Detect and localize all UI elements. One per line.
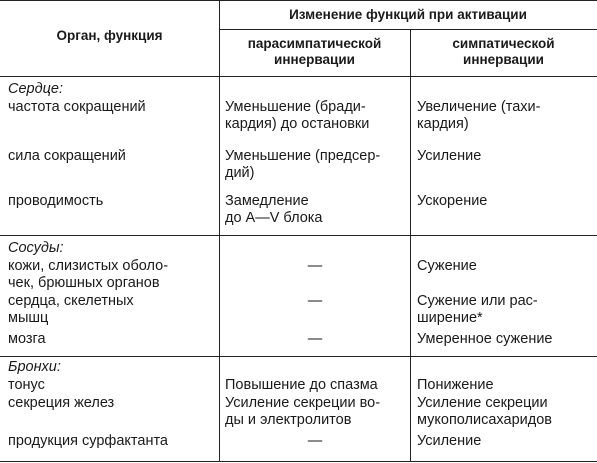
row-surfactant-symp: Усиление [417,433,482,449]
section-divider-vessels [0,235,597,236]
header-organ-function: Орган, функция [56,28,163,43]
row-heart-rate-symp-line2: кардия) [417,116,469,132]
column-divider-2 [410,29,411,462]
row-heart-vessels-symp-line2: ширение* [417,310,483,326]
row-skin-name-line2: чек, брюшных органов [8,275,160,291]
column-divider-1 [219,0,220,462]
group-header-divider [219,29,597,30]
row-skin-para: — [307,258,323,274]
row-glands-para-line1: Усиление секреции во- [225,395,381,411]
row-conduction-para-line2: до А—V блока [225,210,323,226]
row-surfactant-para: — [307,433,323,449]
row-glands-symp-line1: Усиление секреции [417,395,548,411]
row-brain-symp: Умеренное сужение [417,331,553,347]
row-tone-symp: Понижение [417,377,494,393]
row-heart-rate-para-line1: Уменьшение (бради- [225,99,366,115]
row-force-symp: Усиление [417,148,482,164]
table-bottom-border [0,461,597,462]
row-heart-rate-para [225,99,369,133]
header-bottom-border [0,76,597,77]
row-brain-para: — [307,331,323,347]
row-conduction-symp: Ускорение [417,193,488,209]
header-sympathetic [410,36,597,68]
row-skin-symp: Сужение [417,258,477,274]
row-glands-symp-line2: мукополисахаридов [417,412,552,428]
row-heart-vessels-name [8,293,134,327]
header-parasympathetic [219,36,410,68]
row-tone-name: тонус [8,377,45,393]
section-heading-bronchi: Бронхи: [8,359,61,375]
row-heart-vessels-para: — [307,293,323,309]
row-heart-rate-symp-line1: Увеличение (тахи- [417,99,541,115]
row-conduction-para [225,193,323,227]
row-force-para-line2: дий) [225,165,255,181]
row-heart-rate-name: частота сокращений [8,99,146,115]
row-heart-vessels-symp [417,293,538,327]
section-heading-heart: Сердце: [8,81,63,97]
section-heading-vessels: Сосуды: [8,240,64,256]
row-glands-name: секреция желез [8,395,115,411]
row-surfactant-name: продукция сурфактанта [8,433,168,449]
row-tone-para: Повышение до спазма [225,377,378,393]
section-divider-bronchi [0,356,597,357]
header-parasympathetic-line2: иннервации [274,52,355,67]
row-force-name: сила сокращений [8,148,126,164]
header-parasympathetic-line1: парасимпатической [247,36,382,51]
table-top-border [0,0,597,1]
row-skin-name-line1: кожи, слизистых оболо- [8,258,169,274]
header-sympathetic-line1: симпатической [452,36,555,51]
row-heart-rate-symp [417,99,540,133]
row-force-para-line1: Уменьшение (предсер- [225,148,381,164]
row-glands-para [225,395,380,429]
row-heart-rate-para-line2: кардия) до остановки [225,116,370,132]
row-conduction-para-line1: Замедление [225,193,309,209]
row-heart-vessels-name-line1: сердца, скелетных [8,293,134,309]
header-sympathetic-line2: иннервации [463,52,544,67]
row-skin-name [8,258,168,292]
row-heart-vessels-name-line2: мышц [8,310,49,326]
row-heart-vessels-symp-line1: Сужение или рас- [417,293,538,309]
row-glands-para-line2: ды и электролитов [225,412,352,428]
row-brain-name: мозга [8,331,46,347]
row-conduction-name: проводимость [8,193,104,209]
row-glands-symp [417,395,552,429]
row-force-para [225,148,380,182]
header-activation-group: Изменение функций при активации [289,7,527,22]
